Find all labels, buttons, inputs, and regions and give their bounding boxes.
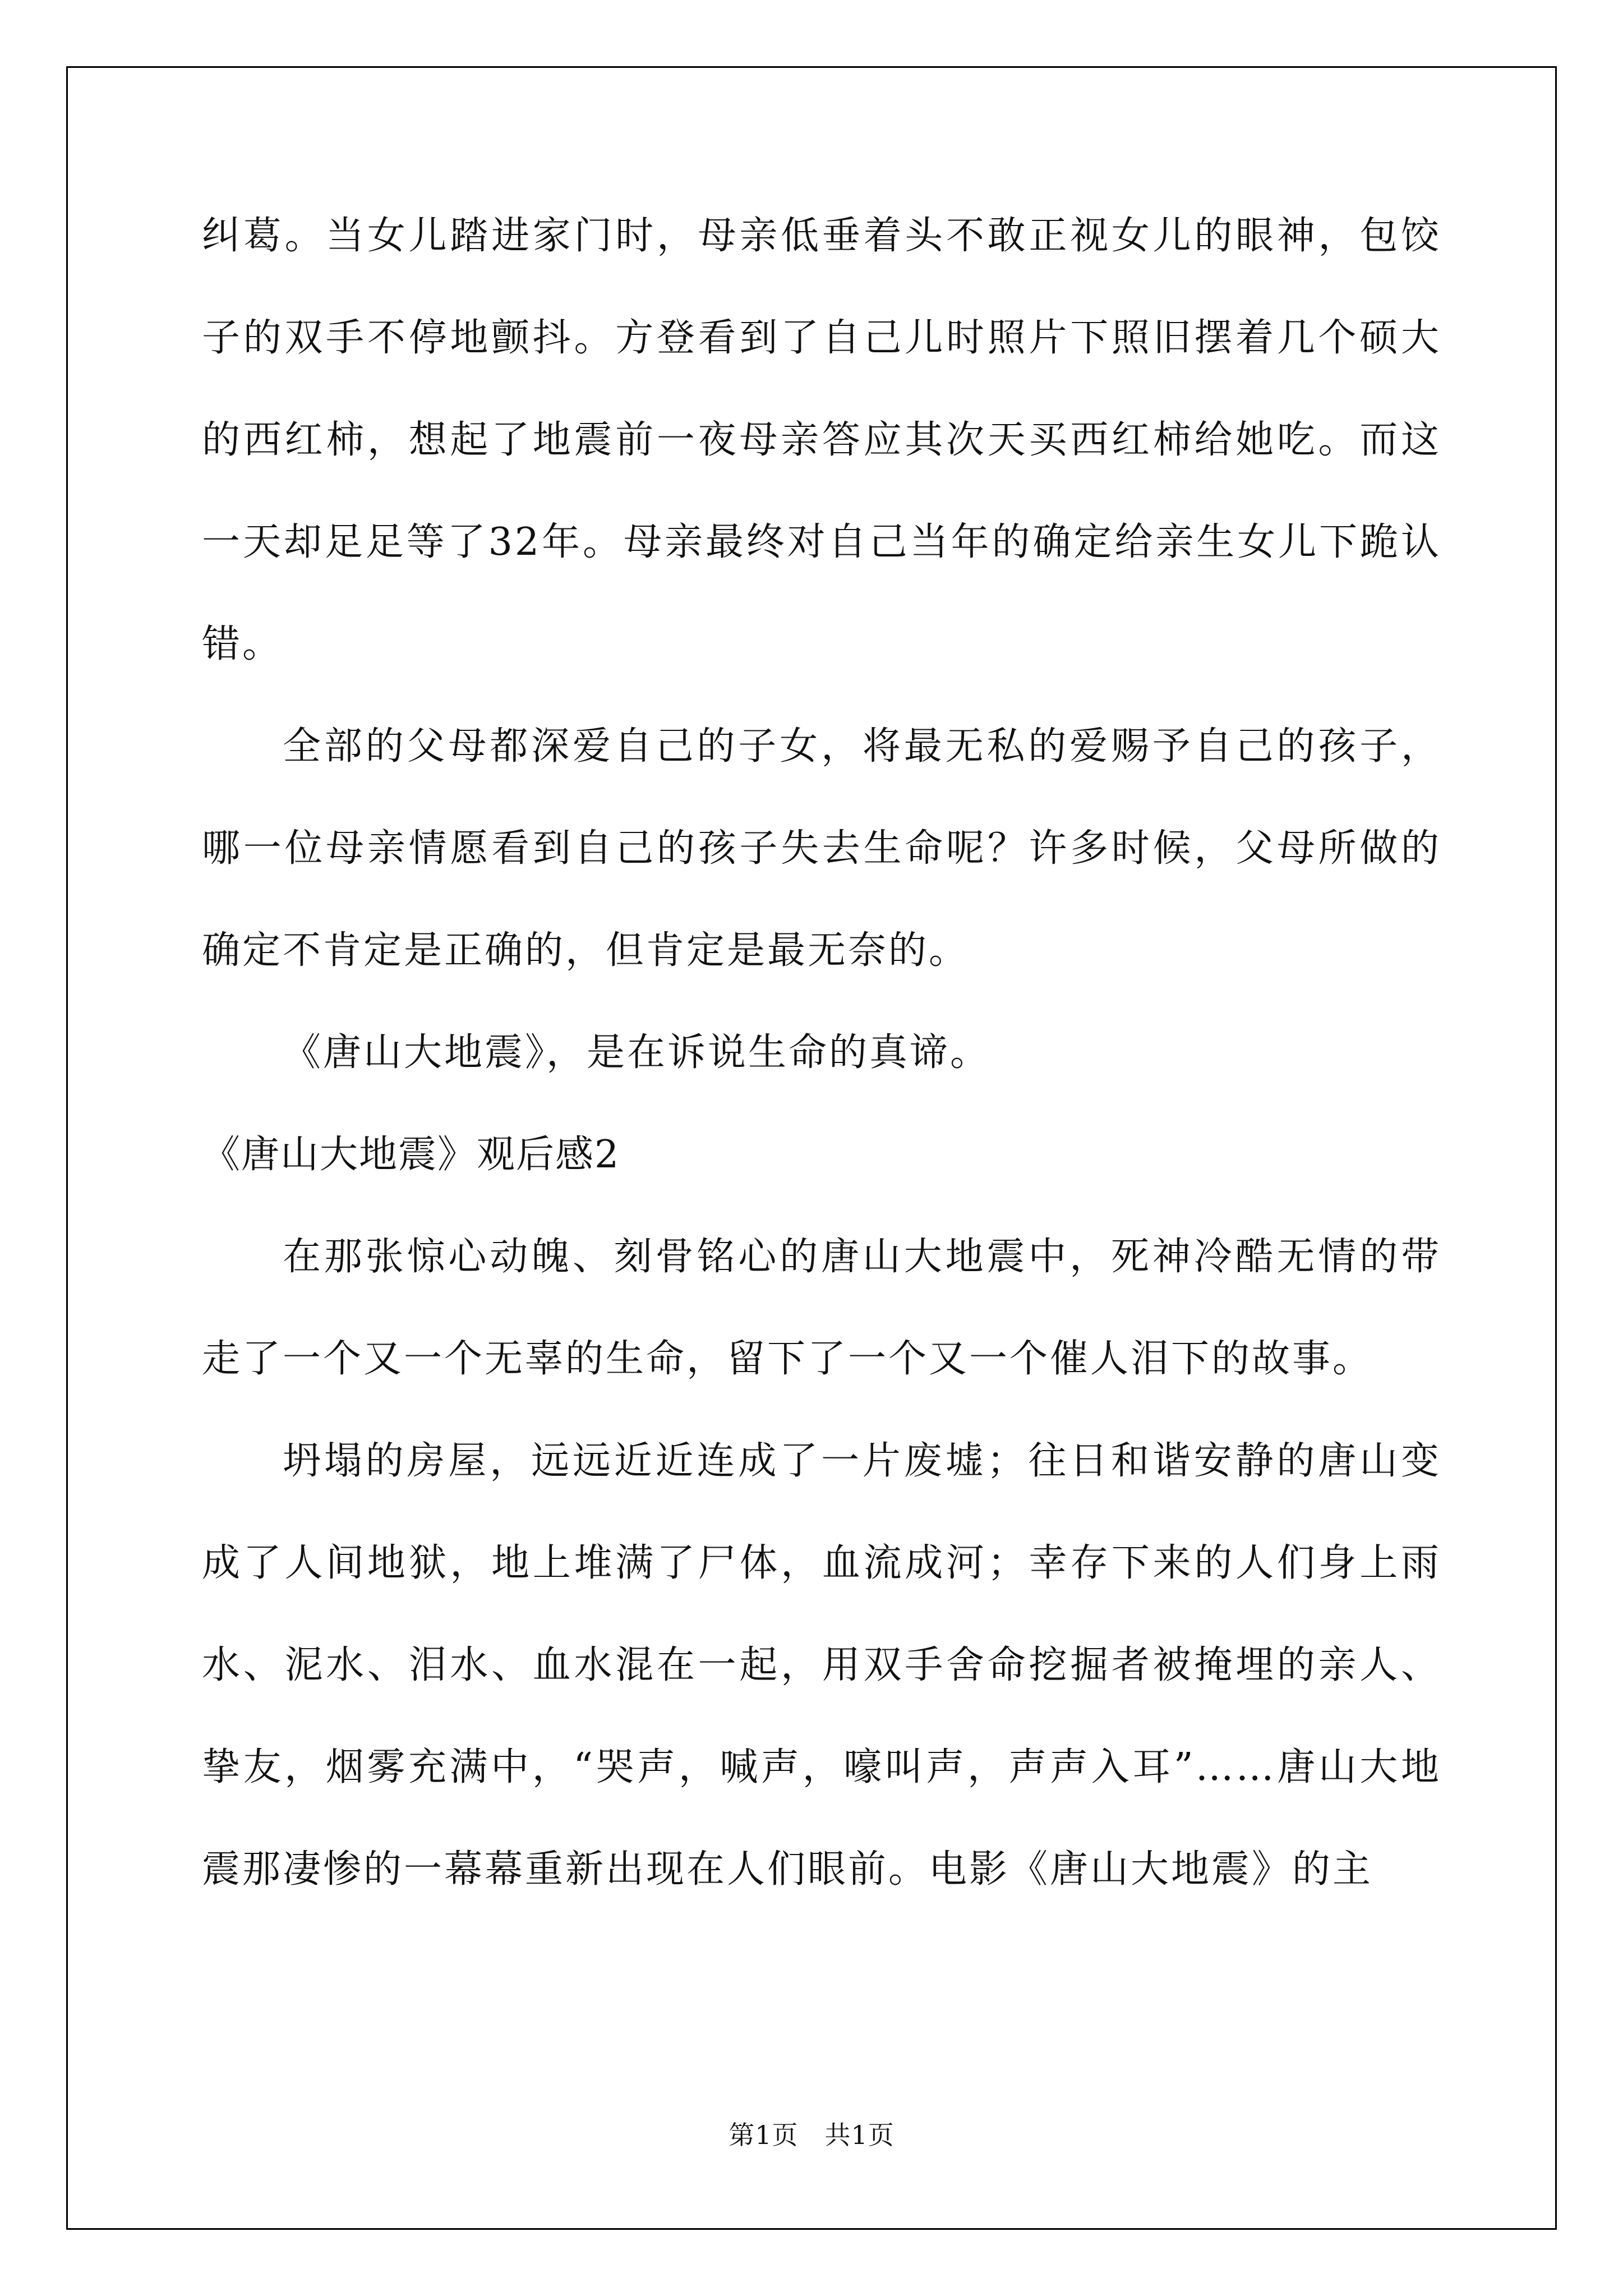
paragraph-3: 《唐山大地震》，是在诉说生命的真谛。 bbox=[283, 1030, 991, 1075]
paragraph-5: 坍塌的房屋，远远近近连成了一片废墟；往日和谐安静的唐山变成了人间地狱，地上堆满了尸体，血流成河；幸存下来的人们身上雨水、泥水、泪水、血水混在一起，用双手舍命挖掘者被掩埋的亲人、挚友，烟雾充满中，“哭声，喊声，嚎叫声，声声入耳”……唐山大地震那凄惨的一幕幕重新出现在人们眼前。电影《唐山大地震》的主 bbox=[202, 1439, 1441, 1892]
page-footer: 第1页 共1页 bbox=[728, 2120, 895, 2150]
section-heading: 《唐山大地震》观后感2 bbox=[202, 1133, 620, 1177]
paragraph-2: 全部的父母都深爱自己的子女，将最无私的爱赐予自己的孩子，哪一位母亲情愿看到自己的孩子失去生命呢？许多时候，父母所做的确定不肯定是正确的，但肯定是最无奈的。 bbox=[202, 724, 1441, 973]
document-body bbox=[202, 185, 1441, 1921]
paragraph-4: 在那张惊心动魄、刻骨铭心的唐山大地震中，死神冷酷无情的带走了一个又一个无辜的生命，留下了一个又一个催人泪下的故事。 bbox=[202, 1235, 1441, 1381]
paragraph-1: 纠葛。当女儿踏进家门时，母亲低垂着头不敢正视女儿的眼神，包饺子的双手不停地颤抖。方登看到了自己儿时照片下照旧摆着几个硕大的西红柿，想起了地震前一夜母亲答应其次天买西红柿给她吃。而这一天却足足等了32年。母亲最终对自己当年的确定给亲生女儿下跪认错。 bbox=[202, 214, 1441, 666]
